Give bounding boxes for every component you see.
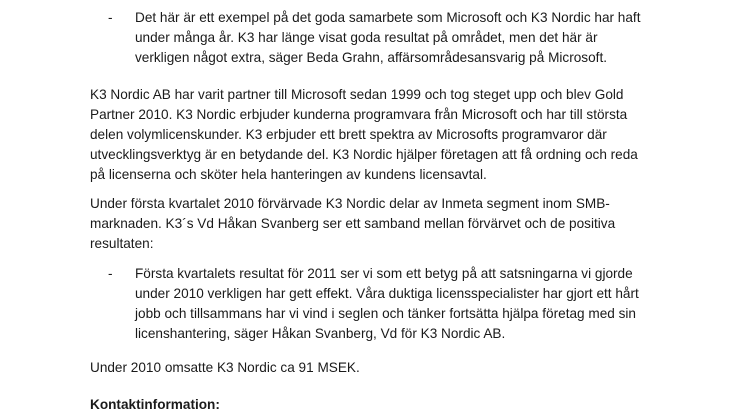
paragraph-partner bbox=[90, 85, 730, 185]
quote-bullet-microsoft bbox=[108, 8, 722, 68]
text-line: Under första kvartalet 2010 förvärvade K3 Nordic delar av Inmeta segment inom SMB- bbox=[90, 196, 610, 211]
text-line: licenshantering, säger Håkan Svanberg, Vd för K3 Nordic AB. bbox=[135, 326, 506, 341]
text-line: resultaten: bbox=[90, 236, 154, 251]
paragraph-revenue bbox=[90, 358, 730, 378]
quote-bullet-k3 bbox=[108, 264, 722, 344]
text-line: delen volymlicenskunder. K3 erbjuder ett brett spektra av Microsofts programvaror där bbox=[90, 127, 607, 142]
contact-heading: Kontaktinformation: bbox=[90, 397, 220, 412]
text-line: Under 2010 omsatte K3 Nordic ca 91 MSEK. bbox=[90, 360, 360, 375]
text-line: K3 Nordic AB har varit partner till Microsoft sedan 1999 och tog steget upp och blev Gold bbox=[90, 87, 624, 102]
contact-section bbox=[90, 395, 730, 415]
text-line: Det här är ett exempel på det goda samarbete som Microsoft och K3 Nordic har haft bbox=[135, 10, 641, 25]
text-line: verkligen något extra, säger Beda Grahn, affärsområdesansvarig på Microsoft. bbox=[135, 50, 607, 65]
text-line: Partner 2010. K3 Nordic erbjuder kunderna programvara från Microsoft och har till största bbox=[90, 107, 628, 122]
bullet-dash: - bbox=[108, 266, 113, 281]
text-line: under 2010 verkligen har gett effekt. Våra duktiga licensspecialister har gjort ett hårt bbox=[135, 286, 639, 301]
paragraph-acquisition bbox=[90, 194, 730, 254]
text-line: under många år. K3 har länge visat goda resultat på området, men det här är bbox=[135, 30, 598, 45]
text-line: utvecklingsverktyg är en betydande del. K3 Nordic hjälper företagen att få ordning och reda bbox=[90, 147, 638, 162]
text-line: på licenserna och sköter hela hanteringen av kundens licensavtal. bbox=[90, 167, 487, 182]
quote-text bbox=[135, 264, 722, 344]
text-line: Första kvartalets resultat för 2011 ser vi som ett betyg på att satsningarna vi gjorde bbox=[135, 266, 633, 281]
text-line: marknaden. K3´s Vd Håkan Svanberg ser ett samband mellan förvärvet och de positiva bbox=[90, 216, 616, 231]
bullet-dash: - bbox=[108, 10, 113, 25]
text-line: jobb och tillsammans har vi vind i seglen och tänker fortsätta hjälpa företag med sin bbox=[135, 306, 636, 321]
quote-text bbox=[135, 8, 722, 68]
